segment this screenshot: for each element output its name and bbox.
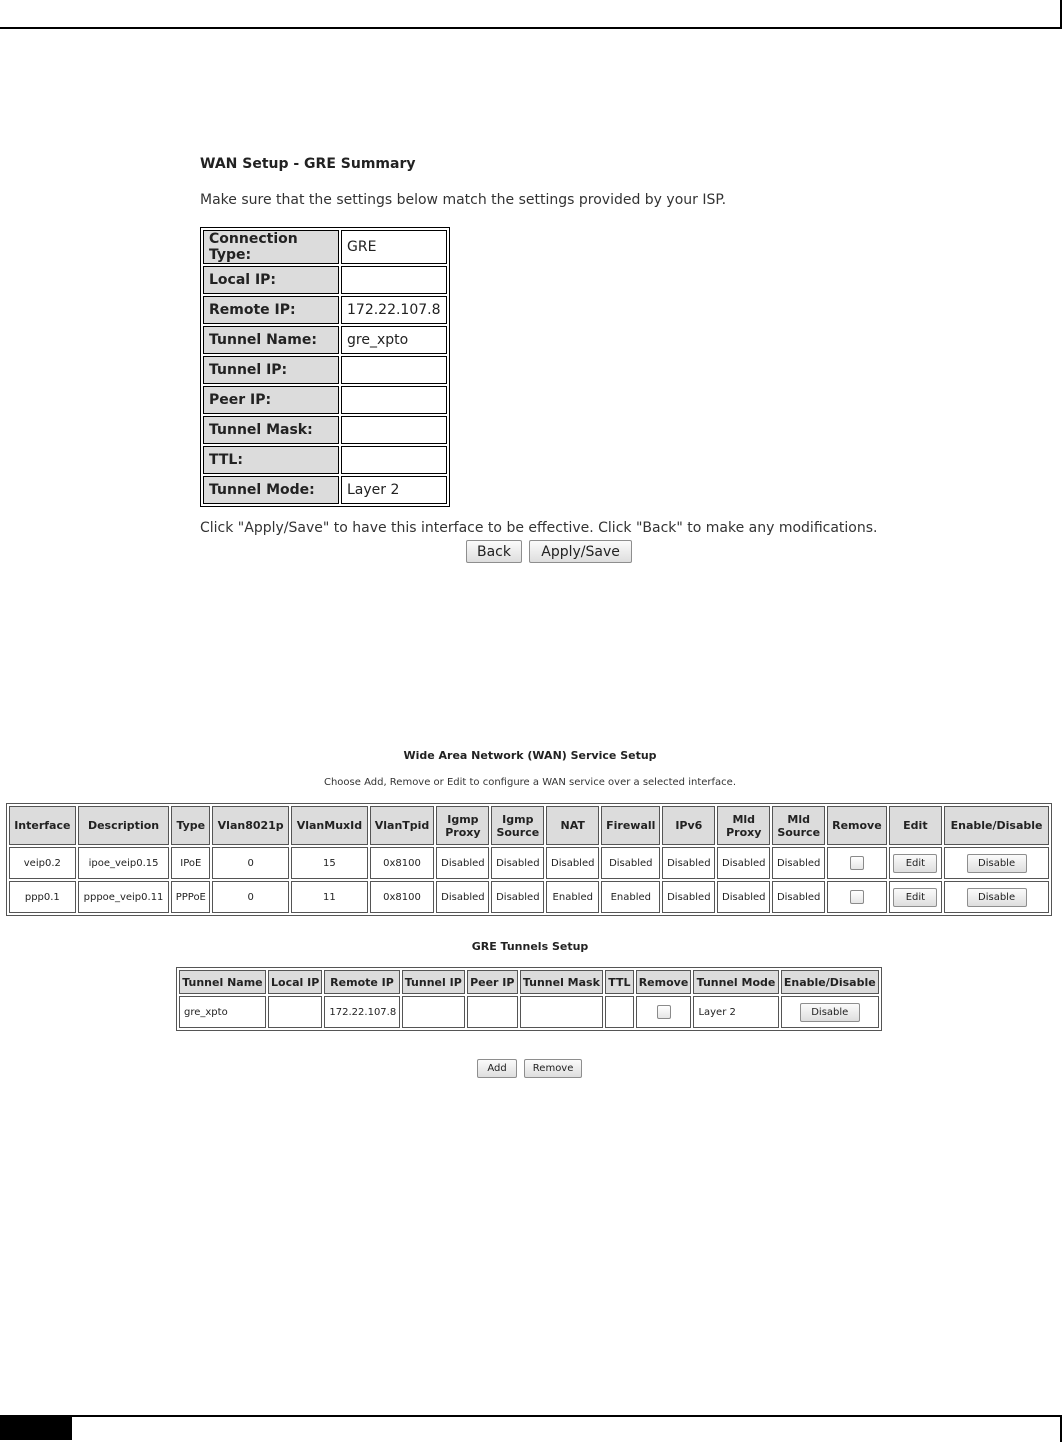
summary-row-peer-ip [203,386,447,414]
summary-row-remote-ip [203,296,447,324]
col-igmp-source-line1: Igmp [502,812,534,826]
col-igmp-proxy [436,806,489,845]
cell-vlanmuxid: 15 [291,847,367,879]
edit-button[interactable]: Edit [893,888,937,907]
cell-tunnel-mode: Layer 2 [693,996,778,1028]
col-igmp-proxy-line2: Proxy [445,825,481,839]
wan-row [9,881,1049,913]
cell-enable-disable [944,881,1049,913]
cell-igmp-proxy: Disabled [436,881,489,913]
edit-button[interactable]: Edit [893,854,937,873]
wan-row [9,847,1049,879]
cell-ipv6: Disabled [662,847,715,879]
gre-tunnels-table [176,967,882,1031]
cell-igmp-source: Disabled [491,847,544,879]
summary-note: Make sure that the settings below match the settings provided by your ISP. [200,192,727,208]
col-mld-source-line2: Source [777,825,821,839]
summary-row-ttl [203,446,447,474]
col-remote-ip: Remote IP [324,970,399,994]
summary-row-tunnel-name [203,326,447,354]
col-vlan8021p: Vlan8021p [212,806,289,845]
remove-checkbox[interactable] [850,890,864,904]
summary-row-local-ip [203,266,447,294]
back-button[interactable]: Back [466,540,522,563]
col-firewall: Firewall [601,806,660,845]
cell-edit [889,847,943,879]
col-tunnel-mode: Tunnel Mode [693,970,778,994]
summary-label: Local IP: [203,266,339,294]
col-edit: Edit [889,806,943,845]
summary-value: GRE [341,230,447,264]
col-tunnel-name: Tunnel Name [179,970,266,994]
cell-interface: ppp0.1 [9,881,76,913]
summary-title: WAN Setup - GRE Summary [200,156,416,172]
cell-vlan8021p: 0 [212,881,289,913]
remove-button[interactable]: Remove [524,1059,582,1078]
cell-local-ip [268,996,323,1028]
cell-vlantpid: 0x8100 [370,847,435,879]
wan-service-table [6,803,1052,916]
cell-vlantpid: 0x8100 [370,881,435,913]
cell-igmp-source: Disabled [491,881,544,913]
cell-igmp-proxy: Disabled [436,847,489,879]
cell-remote-ip: 172.22.107.8 [324,996,399,1028]
col-remove: Remove [827,806,887,845]
col-vlantpid: VlanTpid [370,806,435,845]
cell-type: IPoE [171,847,210,879]
cell-tunnel-name: gre_xpto [179,996,266,1028]
summary-value [341,386,447,414]
col-igmp-source [491,806,544,845]
summary-row-tunnel-ip [203,356,447,384]
page-frame-top [0,0,1062,29]
cell-mld-source: Disabled [772,847,825,879]
summary-value: 172.22.107.8 [341,296,447,324]
summary-label: Tunnel Mode: [203,476,339,504]
col-peer-ip: Peer IP [467,970,518,994]
summary-button-group [466,540,632,563]
cell-tunnel-mask [520,996,604,1028]
summary-label: Remote IP: [203,296,339,324]
summary-label: Connection Type: [203,230,339,264]
col-interface: Interface [9,806,76,845]
cell-description: pppoe_veip0.11 [78,881,170,913]
cell-remove [636,996,692,1028]
col-enable-disable: Enable/Disable [944,806,1049,845]
cell-firewall: Enabled [601,881,660,913]
summary-label: Peer IP: [203,386,339,414]
gre-button-group [477,1056,582,1078]
summary-label: Tunnel Name: [203,326,339,354]
cell-ipv6: Disabled [662,881,715,913]
cell-vlan8021p: 0 [212,847,289,879]
cell-enable-disable [944,847,1049,879]
wan-subtitle: Choose Add, Remove or Edit to configure a WAN service over a selected interface. [323,777,736,788]
summary-value [341,416,447,444]
disable-button[interactable]: Disable [800,1003,860,1022]
cell-remove [827,881,887,913]
col-mld-proxy [717,806,770,845]
cell-type: PPPoE [171,881,210,913]
cell-mld-proxy: Disabled [717,881,770,913]
cell-vlanmuxid: 11 [291,881,367,913]
col-igmp-source-line2: Source [496,825,540,839]
wan-header-row [9,806,1049,845]
summary-label: TTL: [203,446,339,474]
cell-firewall: Disabled [601,847,660,879]
cell-interface: veip0.2 [9,847,76,879]
cell-mld-source: Disabled [772,881,825,913]
remove-checkbox[interactable] [657,1005,671,1019]
gre-header-row [179,970,879,994]
cell-ttl [605,996,633,1028]
summary-value [341,446,447,474]
col-local-ip: Local IP [268,970,323,994]
page-frame-bottom [0,1415,1062,1442]
cell-nat: Disabled [546,847,599,879]
wan-title: Wide Area Network (WAN) Service Setup [403,749,657,762]
cell-mld-proxy: Disabled [717,847,770,879]
gre-title: GRE Tunnels Setup [471,940,589,953]
cell-tunnel-ip [402,996,465,1028]
col-mld-proxy-line1: Mld [732,812,756,826]
col-ipv6: IPv6 [662,806,715,845]
summary-row-tunnel-mode [203,476,447,504]
summary-value: gre_xpto [341,326,447,354]
summary-label: Tunnel IP: [203,356,339,384]
summary-row-tunnel-mask [203,416,447,444]
col-tunnel-ip: Tunnel IP [402,970,465,994]
summary-row-connection-type [203,230,447,264]
apply-note: Click "Apply/Save" to have this interface to be effective. Click "Back" to make any modifications. [200,520,878,536]
col-mld-proxy-line2: Proxy [726,825,762,839]
summary-label: Tunnel Mask: [203,416,339,444]
remove-checkbox[interactable] [850,856,864,870]
col-description: Description [78,806,170,845]
col-nat: NAT [546,806,599,845]
cell-nat: Enabled [546,881,599,913]
add-button[interactable]: Add [477,1059,517,1078]
summary-value [341,266,447,294]
col-tunnel-mask: Tunnel Mask [520,970,604,994]
apply-save-button[interactable]: Apply/Save [529,540,632,563]
cell-enable-disable [781,996,879,1028]
col-igmp-proxy-line1: Igmp [447,812,479,826]
summary-value [341,356,447,384]
col-type: Type [171,806,210,845]
col-vlanmuxid: VlanMuxId [291,806,367,845]
gre-row [179,996,879,1028]
cell-edit [889,881,943,913]
disable-button[interactable]: Disable [967,888,1027,907]
col-mld-source [772,806,825,845]
gre-summary-table [200,227,450,507]
cell-description: ipoe_veip0.15 [78,847,170,879]
col-ttl: TTL [605,970,633,994]
summary-value: Layer 2 [341,476,447,504]
cell-remove [827,847,887,879]
col-mld-source-line1: Mld [787,812,810,826]
page-corner-block [0,1417,72,1440]
col-enable-disable: Enable/Disable [781,970,879,994]
col-remove: Remove [636,970,692,994]
disable-button[interactable]: Disable [967,854,1027,873]
cell-peer-ip [467,996,518,1028]
